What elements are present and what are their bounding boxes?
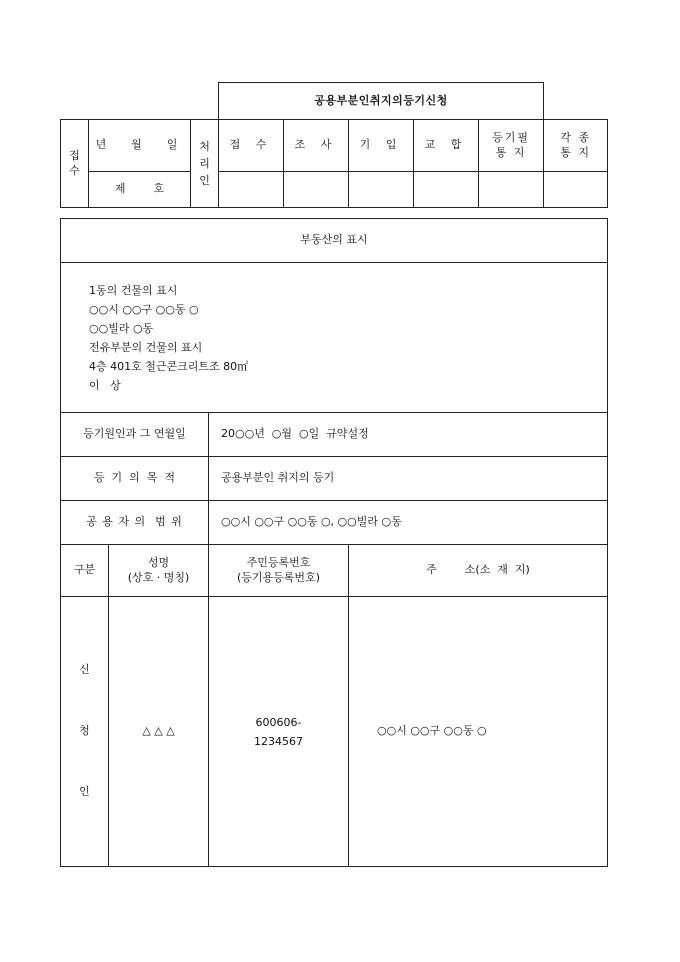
col-address: 주 소(소 재 지) (349, 545, 608, 597)
applicant-label (61, 597, 109, 867)
jeopsu-label: 접 수 (61, 120, 89, 208)
property-description (61, 263, 608, 413)
property-line: 1동의 건물의 표시 (89, 284, 178, 297)
property-header: 부동산의 표시 (61, 219, 608, 263)
applicant-char: 신 (79, 663, 90, 677)
scope-label: 공 용 자 의 범 위 (61, 501, 209, 545)
date-label: 년 월 일 (89, 120, 191, 172)
cheori-label: 처 리 인 (191, 120, 219, 208)
cause-label: 등기원인과 그 연월일 (61, 413, 209, 457)
applicant-address: ○○시 ○○구 ○○동 ○ (349, 597, 608, 867)
form-title: 공용부분인취지의등기신청 (219, 83, 544, 120)
applicant-id: 600606- 1234567 (209, 597, 349, 867)
stamp-cell-2 (284, 172, 349, 208)
stamp-cell-3 (349, 172, 414, 208)
property-line: ○○빌라 ○동 (89, 322, 154, 335)
stamp-cell-5 (479, 172, 544, 208)
purpose-label: 등 기 의 목 적 (61, 457, 209, 501)
purpose-value: 공용부분인 취지의 등기 (209, 457, 608, 501)
col-josa: 조 사 (284, 120, 349, 172)
stamp-cell-4 (414, 172, 479, 208)
stamp-cell-1 (219, 172, 284, 208)
col-gubun: 구분 (61, 545, 109, 597)
applicant-name: △ △ △ (109, 597, 209, 867)
property-line: 전유부분의 건물의 표시 (89, 341, 203, 354)
application-table (60, 218, 608, 867)
deunggi-notice: 등기필 통 지 (479, 120, 544, 172)
col-name: 성명 (상호 · 명칭) (109, 545, 209, 597)
col-jeopsu: 접 수 (219, 120, 284, 172)
cause-value: 20○○년 ○월 ○일 규약설정 (209, 413, 608, 457)
blank-corner (61, 83, 219, 120)
property-line: 이 상 (89, 379, 121, 392)
scope-value: ○○시 ○○구 ○○동 ○, ○○빌라 ○동 (209, 501, 608, 545)
col-gyohap: 교 합 (414, 120, 479, 172)
reception-table (60, 82, 608, 208)
stamp-cell-6 (544, 172, 608, 208)
col-giip: 기 입 (349, 120, 414, 172)
gakjong-notice: 각 종 통 지 (544, 120, 608, 172)
applicant-char: 인 (79, 784, 90, 798)
applicant-char: 청 (79, 724, 90, 738)
number-label: 제 호 (89, 172, 191, 208)
property-line: ○○시 ○○구 ○○동 ○ (89, 303, 199, 316)
col-id: 주민등록번호 (등기용등록번호) (209, 545, 349, 597)
property-line: 4층 401호 철근콘크리트조 80㎡ (89, 360, 249, 373)
blank-corner-right (544, 83, 608, 120)
